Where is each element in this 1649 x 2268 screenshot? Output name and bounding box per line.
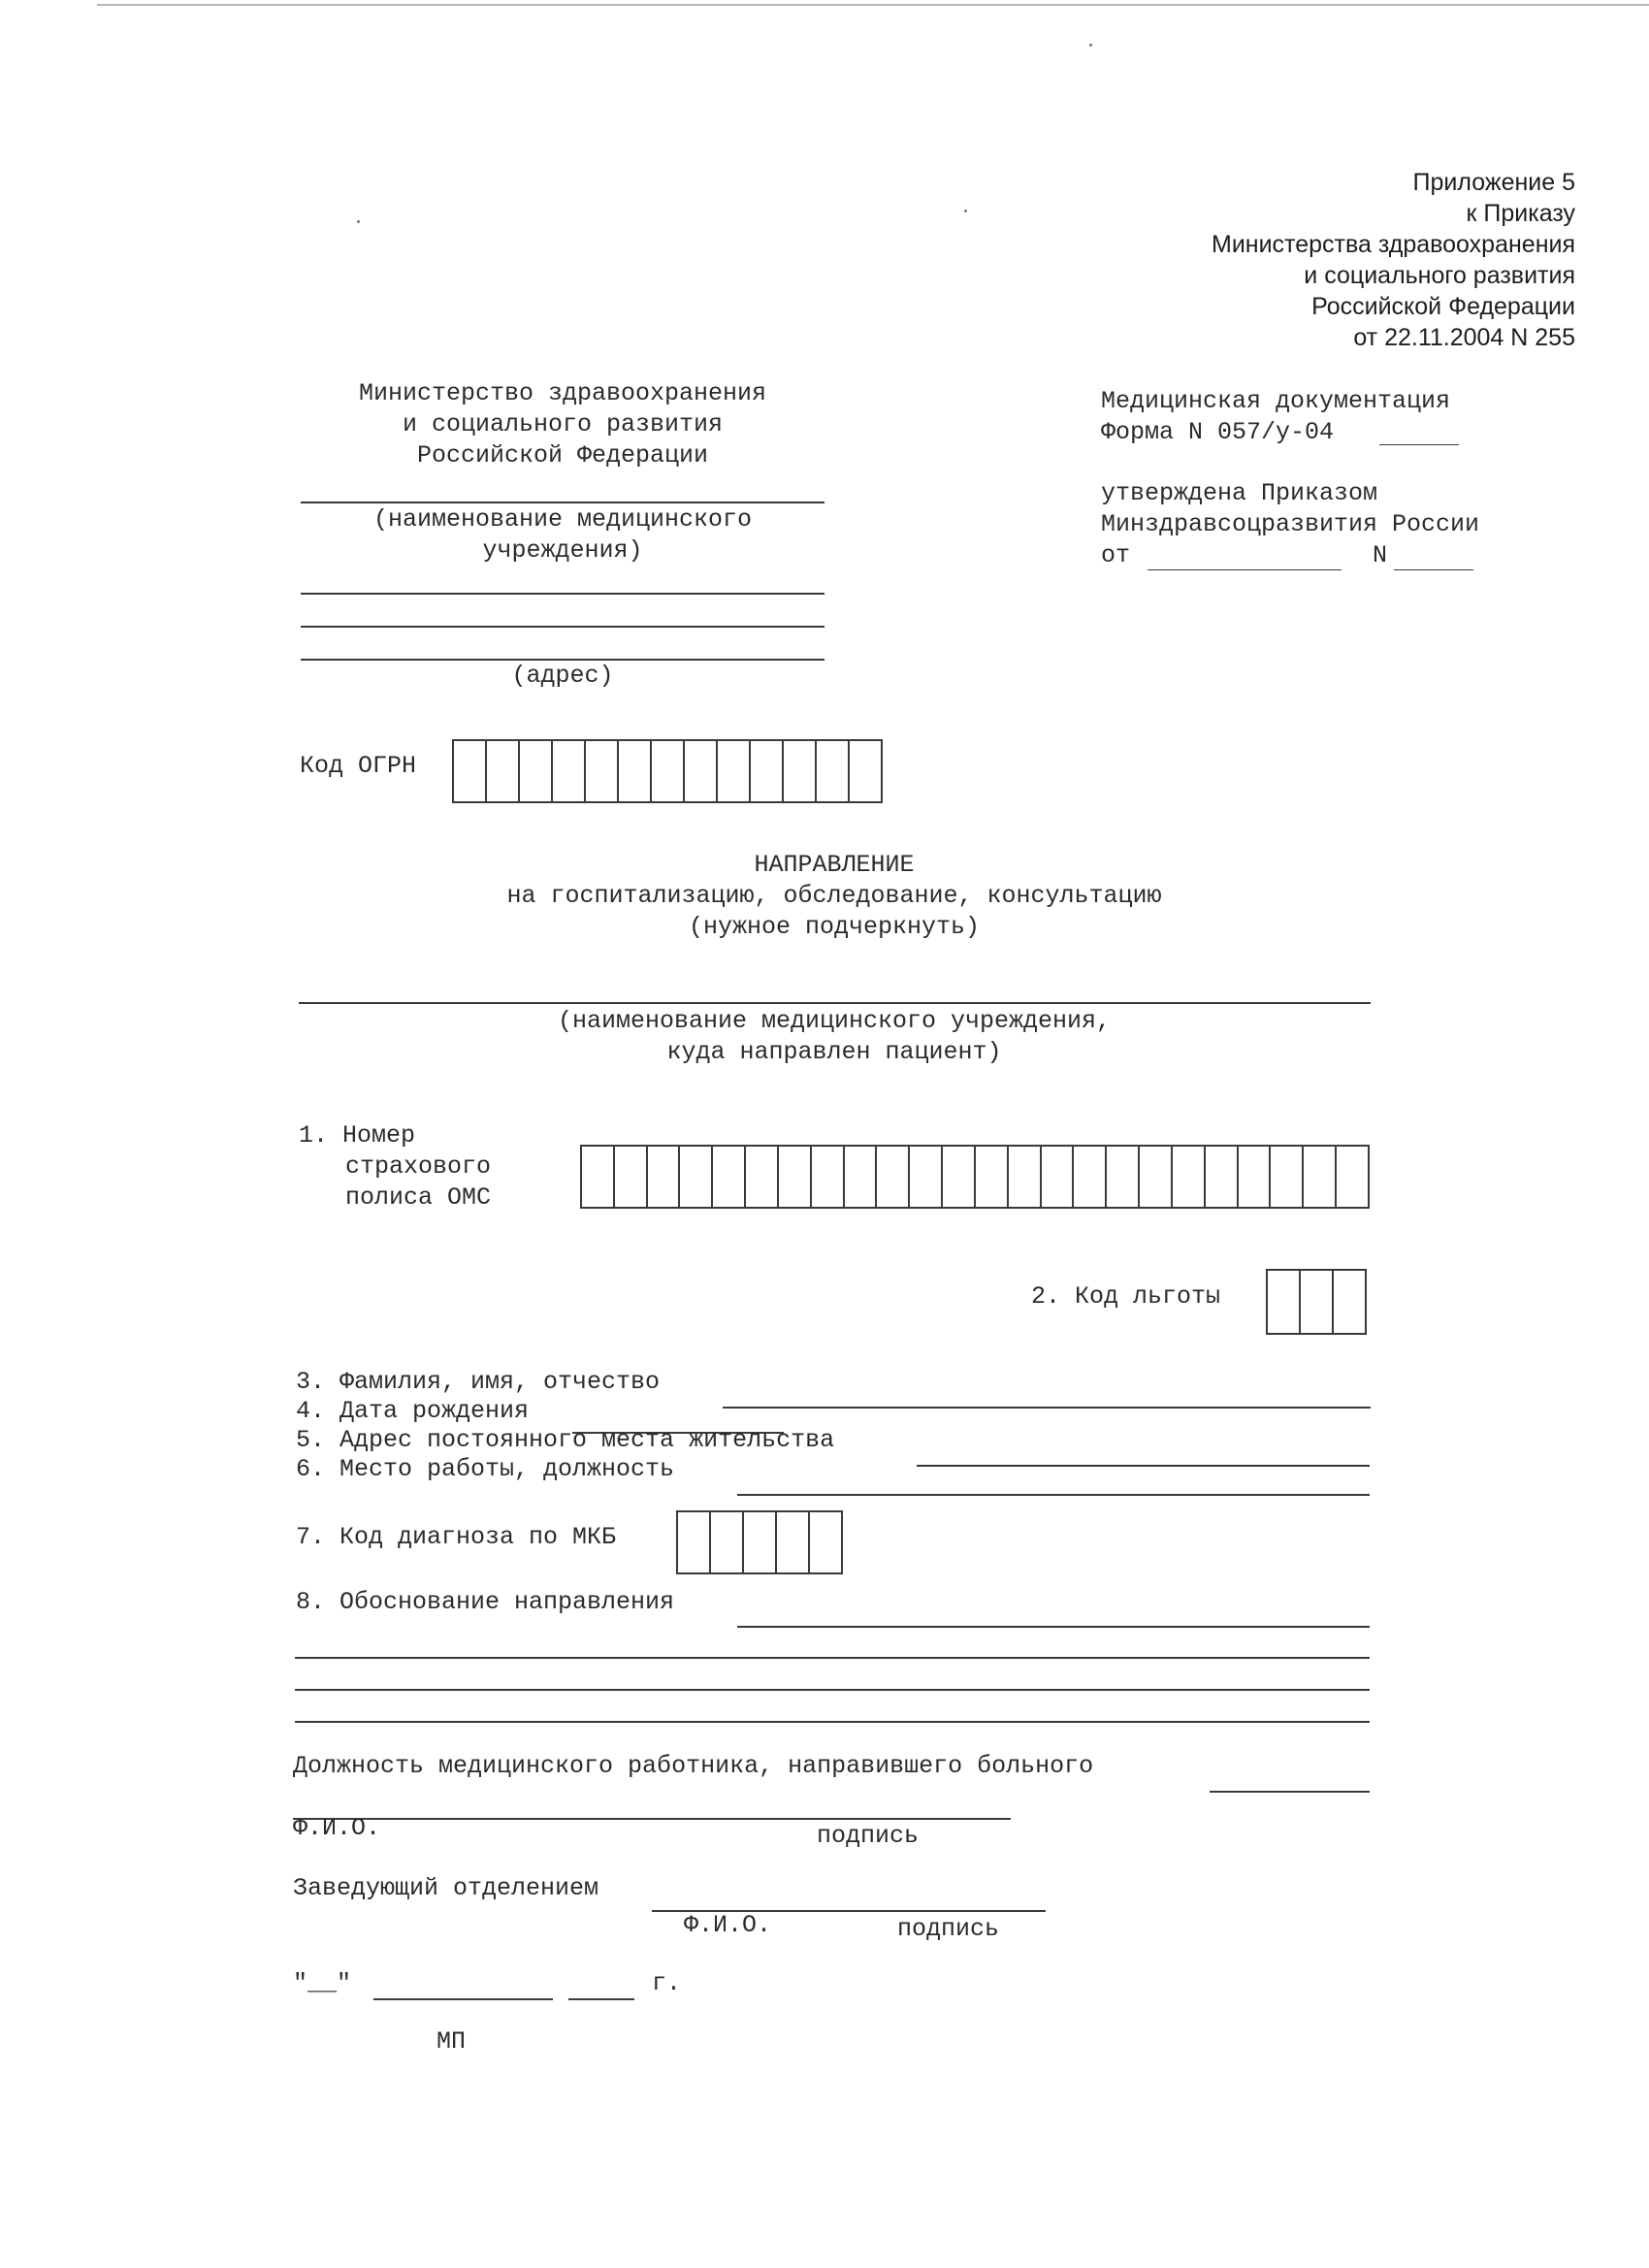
justification-line[interactable]: [295, 1721, 1370, 1723]
address-caption: (адрес): [511, 662, 614, 690]
icd-label: 7. Код диагноза по МКБ: [296, 1523, 617, 1551]
workplace-field[interactable]: [737, 1494, 1370, 1496]
digit-cell[interactable]: [454, 741, 485, 801]
digit-cell[interactable]: [782, 741, 815, 801]
digit-cell[interactable]: [1302, 1147, 1335, 1207]
approval-date-line: [1148, 569, 1342, 570]
from-label: от: [1101, 541, 1131, 569]
digit-cell[interactable]: [650, 741, 683, 801]
ogrn-input[interactable]: [452, 739, 883, 803]
head-label: Заведующий отделением: [293, 1874, 599, 1902]
full-name-field[interactable]: [723, 1407, 1371, 1409]
digit-cell[interactable]: [1105, 1147, 1138, 1207]
digit-cell[interactable]: [742, 1512, 775, 1572]
caption-line: учреждения): [482, 536, 643, 565]
justification-field[interactable]: [737, 1626, 1370, 1628]
appendix-line: Министерства здравоохранения: [1212, 231, 1575, 258]
digit-cell[interactable]: [1299, 1271, 1332, 1333]
digit-cell[interactable]: [810, 1147, 843, 1207]
digit-cell[interactable]: [678, 1147, 711, 1207]
digit-cell[interactable]: [1269, 1147, 1302, 1207]
ministry-line: Министерство здравоохранения: [358, 379, 767, 407]
title-subtitle: на госпитализацию, обследование, консультацию: [506, 882, 1162, 910]
form-suffix-line: [1379, 444, 1459, 445]
digit-cell[interactable]: [1237, 1147, 1270, 1207]
date-year-field[interactable]: [568, 1998, 634, 2000]
year-suffix: г.: [652, 1969, 682, 1997]
approval-info: [1101, 478, 1479, 571]
digit-cell[interactable]: [775, 1512, 808, 1572]
institution-name-line: [301, 502, 824, 503]
digit-cell[interactable]: [744, 1147, 777, 1207]
benefit-code-input[interactable]: [1266, 1269, 1367, 1335]
ogrn-label: Код ОГРН: [300, 752, 417, 780]
workplace-label: 6. Место работы, должность: [296, 1455, 675, 1483]
digit-cell[interactable]: [974, 1147, 1007, 1207]
residence-field[interactable]: [917, 1465, 1370, 1467]
label-line: страхового: [345, 1152, 492, 1181]
full-name-label: 3. Фамилия, имя, отчество: [296, 1368, 661, 1396]
benefit-label: 2. Код льготы: [1031, 1282, 1221, 1311]
ministry-block: [301, 378, 824, 471]
digit-cell[interactable]: [1204, 1147, 1237, 1207]
position-field[interactable]: [1210, 1791, 1370, 1793]
position-label: Должность медицинского работника, направившего больного: [293, 1752, 1094, 1780]
n-label: N: [1373, 541, 1388, 569]
signature-line-1[interactable]: [293, 1818, 1011, 1820]
appendix-line: Приложение 5: [1412, 169, 1575, 196]
title-note: (нужное подчеркнуть): [688, 913, 981, 941]
digit-cell[interactable]: [1007, 1147, 1040, 1207]
institution-caption: [301, 504, 824, 567]
digit-cell[interactable]: [908, 1147, 941, 1207]
approval-line: Минздравсоцразвития России: [1101, 510, 1480, 538]
stamp-place: МП: [436, 2027, 467, 2056]
digit-cell[interactable]: [1138, 1147, 1171, 1207]
address-line-3: [301, 659, 824, 661]
digit-cell[interactable]: [683, 741, 716, 801]
digit-cell[interactable]: [941, 1147, 974, 1207]
approval-number-line: [1394, 569, 1473, 570]
form-info-line: Медицинская документация: [1101, 387, 1451, 415]
digit-cell[interactable]: [613, 1147, 646, 1207]
digit-cell[interactable]: [518, 741, 551, 801]
digit-cell[interactable]: [1268, 1271, 1299, 1333]
caption-line: куда направлен пациент): [666, 1038, 1002, 1066]
digit-cell[interactable]: [875, 1147, 908, 1207]
policy-label: [299, 1120, 491, 1214]
ministry-line: и социального развития: [402, 410, 724, 438]
scan-speck: [1089, 44, 1092, 47]
digit-cell[interactable]: [582, 1147, 613, 1207]
form-number: Форма N 057/у-04: [1101, 418, 1335, 446]
date-month-field[interactable]: [373, 1998, 553, 2000]
digit-cell[interactable]: [485, 741, 518, 801]
digit-cell[interactable]: [716, 741, 749, 801]
appendix-line: и социального развития: [1304, 262, 1575, 289]
appendix-header: [1212, 167, 1575, 353]
digit-cell[interactable]: [749, 741, 782, 801]
policy-number-input[interactable]: [580, 1145, 1370, 1209]
address-line-2: [301, 626, 824, 628]
ministry-line: Российской Федерации: [416, 441, 709, 470]
justification-line[interactable]: [295, 1657, 1370, 1659]
digit-cell[interactable]: [843, 1147, 876, 1207]
form-info: [1101, 386, 1450, 448]
appendix-line: Российской Федерации: [1311, 293, 1575, 320]
icd-code-input[interactable]: [676, 1510, 843, 1574]
digit-cell[interactable]: [808, 1512, 841, 1572]
digit-cell[interactable]: [711, 1147, 744, 1207]
scan-speck: [964, 210, 967, 212]
digit-cell[interactable]: [1040, 1147, 1073, 1207]
digit-cell[interactable]: [1171, 1147, 1204, 1207]
caption-line: (наименование медицинского учреждения,: [557, 1007, 1112, 1035]
signature-caption: подпись: [897, 1915, 1000, 1943]
justification-label: 8. Обоснование направления: [296, 1588, 675, 1616]
digit-cell[interactable]: [584, 741, 617, 801]
appendix-line: от 22.11.2004 N 255: [1353, 324, 1575, 351]
scan-speck: [357, 220, 360, 223]
title-heading: НАПРАВЛЕНИЕ: [754, 851, 915, 879]
digit-cell[interactable]: [1072, 1147, 1105, 1207]
residence-label: 5. Адрес постоянного места жительства: [296, 1426, 835, 1454]
birth-date-label: 4. Дата рождения: [296, 1397, 530, 1425]
caption-line: (наименование медицинского: [372, 505, 753, 534]
fio-caption: Ф.И.О.: [684, 1911, 772, 1939]
scan-edge: [97, 4, 1649, 6]
digit-cell[interactable]: [709, 1512, 742, 1572]
label-line: 1. Номер: [299, 1121, 416, 1150]
justification-line[interactable]: [295, 1689, 1370, 1691]
digit-cell[interactable]: [1332, 1271, 1365, 1333]
digit-cell[interactable]: [777, 1147, 810, 1207]
digit-cell[interactable]: [551, 741, 584, 801]
appendix-line: к Приказу: [1466, 200, 1575, 227]
digit-cell[interactable]: [848, 741, 881, 801]
digit-cell[interactable]: [617, 741, 650, 801]
fio-caption: Ф.И.О.: [293, 1814, 381, 1842]
document-title: [291, 850, 1377, 943]
digit-cell[interactable]: [678, 1512, 709, 1572]
destination-caption: [291, 1006, 1377, 1068]
address-line-1: [301, 593, 824, 595]
label-line: полиса ОМС: [345, 1183, 492, 1212]
digit-cell[interactable]: [646, 1147, 679, 1207]
digit-cell[interactable]: [1335, 1147, 1368, 1207]
destination-line: [299, 1002, 1371, 1004]
digit-cell[interactable]: [815, 741, 848, 801]
approval-line: утверждена Приказом: [1101, 479, 1378, 507]
signature-caption: подпись: [817, 1822, 920, 1850]
date-day: "__": [293, 1969, 352, 1997]
